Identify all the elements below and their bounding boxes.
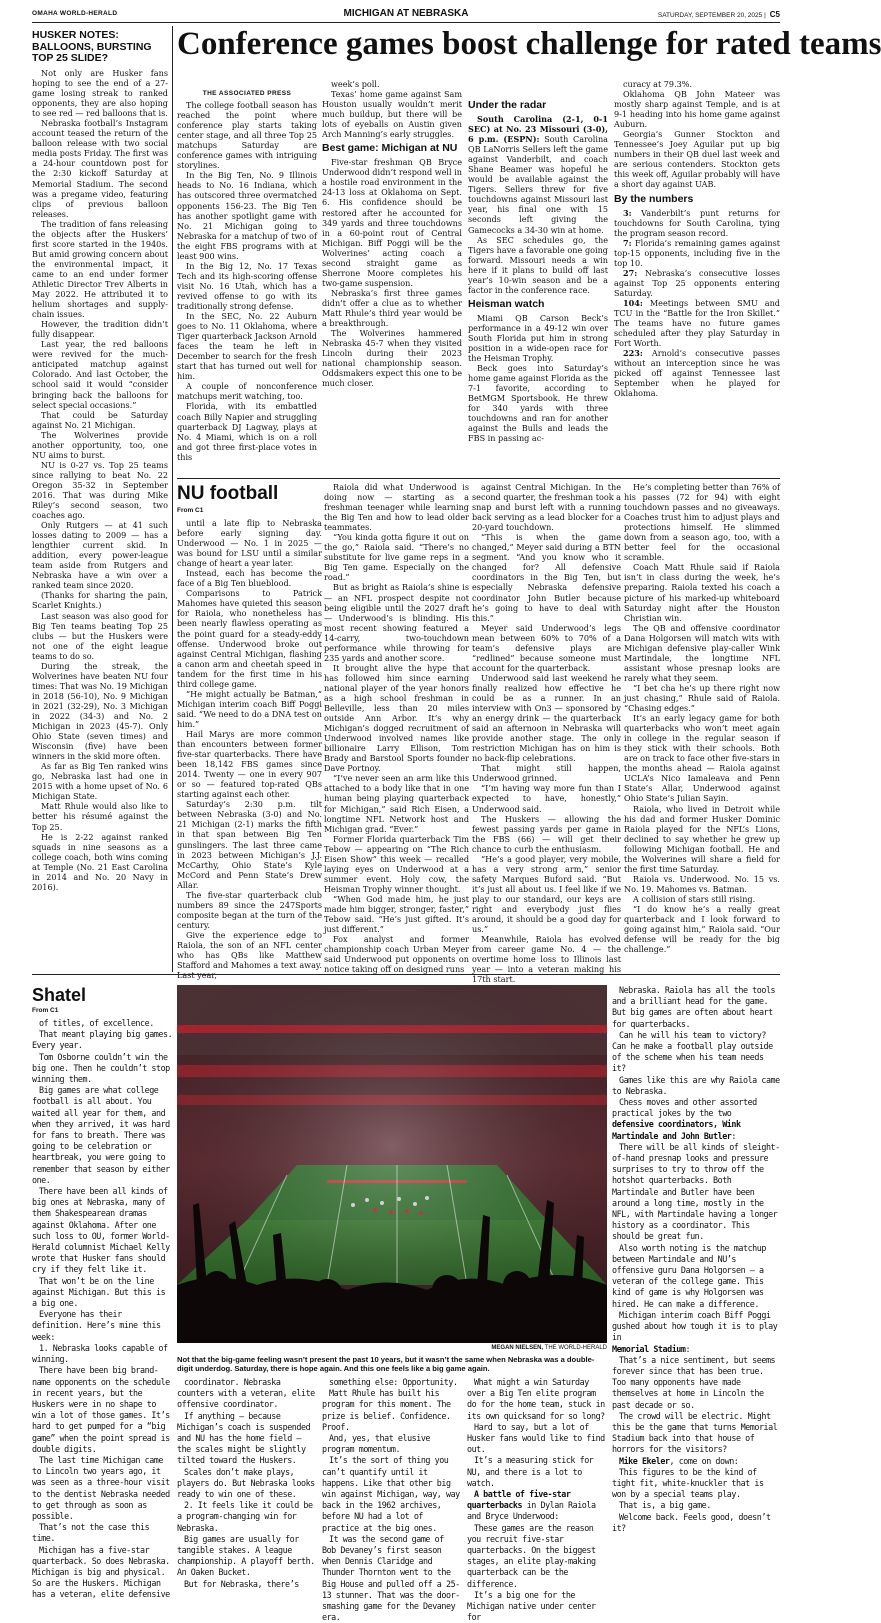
number-item — [614, 348, 780, 398]
paragraph: “When God made him, he just made him bigger, stronger, faster,” Tebow said. “He’s just gifted. It’s just different.” — [324, 893, 469, 935]
paragraph: A couple of nonconference matchups merit watching, too. — [177, 381, 317, 402]
paragraph: Five-star freshman QB Bryce Underwood didn’t respond well in a hostile road environment in the 24-13 loss at Oklahoma on Sept. 6. His confidence should be restored after he accounted for 349 yards and three touchdowns in a 60-point rout of Central Michigan. Biff Poggi will be the Wolverines’ acting coach a second straight game as Sherrone Moore completes his two-game suspension. — [322, 157, 462, 288]
paper-name: OMAHA WORLD-HERALD — [32, 10, 118, 17]
number-item — [614, 208, 780, 238]
photo-caption: Not that the big-game feeling wasn’t present the past 10 years, but it wasn’t the same when Nebraska was a double-digit underdog. Saturday, there is hope again. And this one feels like a big game again. — [177, 1355, 595, 1374]
radar-text-2: As SEC schedules go, the Tigers have a favorable one going forward. Missouri needs a win here if it plans to build off last year’s 10-win season and be a factor in the conference race. — [468, 234, 608, 295]
paragraph: Not only are Husker fans hoping to see the end of a 27-game losing streak to ranked opponents, they are also hoping to see red — red balloons that is. — [32, 68, 168, 119]
paragraph: It was the second game of Bob Devaney’s first season when Dennis Claridge and Thunder Thornton went to the Big House and pulled off a 25-13 stunner. That was the door-smashing game for the Devaney era. — [322, 1533, 460, 1623]
paragraph: The five-star quarterback club numbers 89 since the 247Sports composite began at the turn of the century. — [177, 889, 322, 930]
paragraph: That meant playing big games. Every year. — [32, 1029, 173, 1051]
shatel-head: Shatel — [32, 985, 87, 1005]
notes-column — [32, 68, 168, 968]
paragraph: It’s a measuring stick for NU, and there is a lot to watch. — [467, 1455, 594, 1488]
photo-credit — [177, 1345, 607, 1351]
paragraph: Last year, the red balloons were revived for the much-anticipated matchup against Colorado. And last October, the school said it would “consider bringing back the balloons for select special occasions.” — [32, 339, 168, 410]
paragraph: The crowd will be electric. Might this be the game that turns Memorial Stadium back into that house of horrors for the visitors? — [612, 1410, 778, 1455]
paragraph: This figures to be the kind of tight fit, white-knuckler that is won by a special teams play. — [612, 1466, 764, 1500]
paragraph: What might a win Saturday over a Big Ten elite program do for the home team, stuck in its own quicksand for so long? — [467, 1377, 605, 1421]
paragraph: Everyone has their definition. Here’s mine this week: — [32, 1309, 161, 1342]
paragraph: 2. It feels like it could be a program-changing win for Nebraska. — [177, 1500, 313, 1533]
paragraph: Last season was also good for Big Ten teams beating Top 25 clubs — but the Huskers were not one of the eight league teams to do so. — [32, 610, 168, 661]
paragraph: Welcome back. Feels good, doesn’t it? — [612, 1511, 771, 1533]
number-item — [614, 238, 780, 268]
radar-subhead: Under the radar — [468, 99, 547, 111]
column-rule — [172, 26, 173, 972]
paragraph: He is 2-22 against ranked squads in nine seasons as a college coach, both wins coming at Temple (No. 21 East Carolina in 2014 and No. 20 Navy in 2016). — [32, 831, 168, 892]
paragraph: Former Florida quarterback Tim Tebow — appearing on “The Rich Eisen Show” this week — recalled laying eyes on Underwood at a summer event. Holy cow, the Heisman Trophy winner thought. — [324, 833, 469, 894]
paragraph: But for Nebraska, there’s — [184, 1578, 299, 1589]
paragraph: However, the tradition didn’t fully disappear. — [32, 319, 168, 340]
paragraph: “He might actually be Batman,” Michigan interim coach Biff Poggi said. “We need to do a DNA test on him.” — [177, 688, 322, 729]
heisman-text: Miami QB Carson Beck’s performance in a 49-12 win over South Florida put him in strong position in a wide-open race for the Heisman Trophy. — [468, 312, 608, 364]
number-value: 223: — [623, 348, 643, 359]
paragraph: These games are the reason you recruit five-star quarterbacks. On the biggest stages, an elite play-making quarterback can be the difference. — [467, 1522, 596, 1589]
date-text: SATURDAY, SEPTEMBER 20, 2025 | — [657, 12, 766, 19]
section-rule-2 — [32, 974, 780, 975]
paragraph: Big games are usually for tangible stakes. A league championship. A playoff berth. An Oaken Bucket. — [177, 1533, 315, 1578]
stadium-photo — [177, 985, 607, 1343]
paragraph: There have been big brand-name opponents on the schedule in recent years, but the Huskers were in no shape to win a lot of those games. It’s hard to get pumped for a “big game” when the point spread is double digits. — [32, 1365, 170, 1454]
paragraph: Nebraska’s first three games didn’t offer a clue as to whether Matt Rhule’s third year would be a breakthrough. — [322, 287, 462, 329]
paragraph: The Wolverines provide another opportunity, too, one NU aims to burst. — [32, 429, 168, 460]
paragraph: As far as Big Ten ranked wins go, Nebraska last had one in 2015 with a home upset of No. 6 Michigan State. — [32, 761, 168, 802]
number-value: 3: — [623, 207, 632, 218]
paragraph: During the streak, the Wolverines have beaten NU four times: That was No. 19 Michigan in 2018 (56-10), No. 9 Michigan in 2021 (32-29), No. 3 Michigan in 2022 (34-3) and No. 2 Michigan in 2023 (45-7). Only Ohio State (seven times) and Wisconsin (five) have been winners in the skid more often. — [32, 660, 168, 762]
numbers-subhead: By the numbers — [614, 192, 694, 205]
number-value: 7: — [623, 237, 632, 248]
number-value: 27: — [623, 267, 638, 278]
paragraph: In the Big Ten, No. 9 Illinois heads to No. 16 Indiana, which has outscored three overmatched opponents 156-23. The Big Ten has another spotlight game with No. 21 Michigan going to Nebraska for a matchup of two of the eight FBS programs with at least 900 wins. — [177, 170, 317, 261]
conference-column-3 — [468, 96, 608, 474]
paragraph: curacy at 79.3%. — [623, 79, 693, 89]
paragraph: There will be all kinds of sleight-of-hand presnap looks and pressure surprises to try to throw off the hotshot quarterbacks. Both Martindale and Butler have been around a long time, mostly in the NFL, with Martindale having a longer history as a coordinator. This should be great fun. — [612, 1141, 780, 1242]
paragraph: Matt Rhule has built his program for this moment. The prize is belief. Confidence. Proof. — [322, 1388, 451, 1432]
nu-column-3 — [472, 482, 622, 985]
number-text: Nebraska’s consecutive losses against Top 25 opponents entering Saturday. — [614, 267, 780, 298]
paragraph: And, yes, that elusive program momentum. — [322, 1433, 431, 1455]
five-star-lead: A battle of five-star quarterbacks — [467, 1489, 571, 1511]
memorial-stadium-lead: Memorial Stadium — [612, 1343, 686, 1354]
paragraph: Nebraska football’s Instagram account teased the return of the balloon release with two social media posts Friday. The first was a 24-hour countdown post for the 2:30 kickoff Saturday at Memorial Stadium. The second was a pregame video, featuring clips of previous balloon releases. — [32, 118, 168, 219]
paragraph: against Central Michigan. In the second quarter, the freshman took a snap and burst left with a running back serving as a lead blocker for a 20-yard touchdown. — [472, 482, 622, 533]
paragraph: week’s poll. — [331, 79, 380, 89]
shatel-column-4 — [467, 1377, 607, 1623]
paragraph: In the SEC, No. 22 Auburn goes to No. 11 Oklahoma, where Tiger quarterback Jackson Arnold faces the team he left in December to search for the fresh start that has turned out well for him. — [177, 311, 317, 382]
paragraph: That won’t be on the line against Michigan. But this is a big one. — [32, 1275, 166, 1309]
radar-text: South Carolina QB LaNorris Sellers left the game against Vanderbilt, and coach Shane Beamer was hopeful he would be available against the Tigers. Sellers threw for five touchdowns against Missouri last year, his final one with 15 seconds left giving the Gamecocks a 34-30 win at home. — [468, 134, 608, 235]
paragraph: If anything — because Michigan’s coach is suspended and NU has the home field — the scales might be slightly tilted toward the Huskers. — [177, 1410, 311, 1466]
nu-column-1 — [177, 518, 322, 981]
paragraph: Give the experience edge to Raiola, the son of an NFL center who has QBs like Matthew Stafford and Mahomes a text away. Last year, — [177, 929, 322, 981]
paragraph: Fox analyst and former championship coach Urban Meyer said Underwood put opponents on notice taking off on designed runs — [324, 934, 469, 975]
paragraph: Can he will his team to victory? Can he make a football play outside of the scheme when his team needs it? — [612, 1029, 773, 1074]
nu-column-2 — [324, 482, 469, 975]
paragraph: Also worth noting is the matchup between Martindale and NU’s offensive guru Dana Holgorsen — a veteran of the college game. This kind of game is why Holgorsen was hired. He can make a difference. — [612, 1242, 766, 1309]
five-star-rest: in Dylan Raiola and Bryce Underwood: — [467, 1500, 596, 1522]
page-header — [32, 9, 780, 21]
paragraph: Coach Matt Rhule said if Raiola isn’t in class during the week, he’s preparing. Raiola texted his coach a picture of his marked-up whiteboard Saturday night after the Houston Christian win. — [624, 562, 780, 623]
paragraph: The college football season has reached the point where conference play starts taking center stage, and all three Top 25 matchups Saturday are conference games with intriguing storylines. — [177, 100, 317, 171]
paragraph: NU is 0-27 vs. Top 25 teams since rallying to beat No. 22 Oregon 35-32 in September 2016. That was during Mike Riley’s second season, two coaches ago. — [32, 459, 168, 521]
header-rule — [32, 22, 780, 23]
paragraph: of titles, of excellence. — [39, 1018, 154, 1028]
paragraph: “He’s a good player, very mobile, has a very strong arm,” senior safety Marques Buford said. “But it’s just all about us. I feel like if we play to our standard, our keys are right and everybody just flies around, it should be a good day for us.” — [472, 853, 621, 935]
paragraph: “I’m having way more fun than I expected to have, honestly,” Underwood said. — [472, 783, 621, 814]
number-text: Vanderbilt’s punt returns for touchdowns for South Carolina, tying the program season record. — [614, 207, 780, 238]
ekeler-rest: , come on down: — [669, 1455, 739, 1466]
paragraph: coordinator. Nebraska counters with a veteran, elite offensive coordinator. — [177, 1377, 315, 1410]
paragraph: Scales don’t make plays, players do. But Nebraska looks ready to win one of these. — [177, 1466, 315, 1500]
paragraph: It brought alive the hype that has followed him since earning national player of the year honors as a high school freshman in Belleville, less than 20 miles outside Ann Arbor. It’s why Michigan’s dogged recruitment of Underwood involved names like billionaire Larry Ellison, Tom Brady and Barstool Sports founder Dave Portnoy. — [324, 662, 469, 774]
photo-credit-name: MEGAN NIELSEN, — [491, 1345, 544, 1351]
paragraph: The tradition of fans releasing the objects after the Huskers’ first score started in the 1940s. But amid growing concern about the environmental impact, it came to an end under former Athletic Director Trev Alberts in May 2022. He attributed it to helium shortages and supply-chain issues. — [32, 218, 168, 320]
paragraph: 1. Nebraska looks capable of winning. — [32, 1342, 168, 1365]
paragraph: Meanwhile, Raiola has evolved from career game No. 4 — the overtime home loss to Illinois last year — into a veteran making his 17th start. — [472, 934, 621, 985]
conference-headline: Conference games boost challenge for rated teams — [177, 26, 881, 62]
nu-column-4 — [624, 482, 780, 970]
number-value: 104: — [623, 297, 643, 308]
paragraph: Georgia’s Gunner Stockton and Tennessee’s Joey Aguilar put up big numbers in their QB duel last week and are serious contenders. Stockton gets this week off, Aguilar probably will have a short day against UAB. — [614, 129, 780, 190]
photo-credit-org: THE WORLD-HERALD — [543, 1345, 607, 1351]
paragraph: Michigan interim coach Biff Poggi gushed about how tough it is to play in — [612, 1309, 778, 1343]
nu-football-head: NU football — [177, 483, 279, 504]
heisman-text-2: Beck goes into Saturday’s home game against Florida as the 7-1 favorite, according to BetMGM Sportsbook. He threw for 340 yards with three touchdowns and ran for another against the Bulls and leads the FBS in passing ac- — [468, 363, 608, 444]
conference-column-4 — [614, 79, 780, 474]
paragraph: But as bright as Raiola’s shine is — an NFL prospect despite not being eligible until the 2027 draft — Underwood’s is blinding. His most recent showing featured a 14-carry, two-touchdown performance while throwing for 235 yards and another score. — [324, 582, 469, 663]
paragraph: Texas’ home game against Sam Houston usually wouldn’t merit much buildup, but there will be lots of eyeballs on Austin given Arch Manning’s early struggles. — [322, 89, 462, 140]
conference-column-1 — [177, 89, 317, 474]
section-title: MICHIGAN AT NEBRASKA — [343, 8, 469, 19]
paragraph: Raiola vs. Underwood. No. 15 vs. No. 19. Mahomes vs. Batman. — [624, 873, 780, 894]
nu-from: From C1 — [177, 507, 204, 514]
paragraph: Saturday’s 2:30 p.m. tilt between Nebraska (3-0) and No. 21 Michigan (2-1) marks the fifth in that span between Big Ten gunslingers. The last three came in 2023 between Michigan’s J.J. McCarthy, Ohio State’s Kyle McCord and Penn State’s Drew Allar. — [177, 799, 322, 890]
paragraph: Oklahoma QB John Mateer was mostly sharp against Temple, and is at 9-1 heading into his home game against Auburn. — [614, 89, 780, 130]
paragraph: The Huskers — allowing the fewest passing yards per game in the FBS (66) — will get their chance to curb the enthusiasm. — [472, 813, 621, 854]
paragraph: “I do know he’s a really great quarterback and I look forward to going against him,” Raiola said. “Our defense will be ready for the big challenge.” — [624, 903, 780, 955]
page-number: C5 — [769, 10, 780, 19]
paragraph: Tom Osborne couldn’t win the big one. Then he couldn’t stop winning them. — [32, 1051, 170, 1085]
date-line — [658, 10, 780, 19]
paragraph: (Thanks for sharing the pain, Scarlet Knights.) — [32, 590, 168, 611]
paragraph: It’s the sort of thing you can’t quantify until it happens. Like that other big win against Michigan, way, way back in the 1962 archives, before NU had a lot of practice at the big ones. — [322, 1455, 460, 1533]
paragraph: That is, a big game. — [619, 1500, 711, 1511]
paragraph: Michigan has a five-star quarterback. So does Nebraska. Michigan is big and physical. So are the Huskers. Michigan has a veteran, elite defensive — [32, 1544, 170, 1600]
paragraph: That’s a nice sentiment, but seems forever since that has been true. Too many opponents have made themselves at home in Lincoln the past decade or so. — [612, 1354, 776, 1410]
paragraph: That might still happen, Underwood grinned. — [472, 763, 621, 784]
paragraph: Chess moves and other assorted practical jokes by the two — [612, 1097, 757, 1119]
paragraph: Underwood said last weekend he finally realized how effective he could be as a runner. In an interview with On3 — sponsored by an energy drink — the quarterback said an afternoon in Nebraska will provide another stage. The only restriction Michigan has on him is no back-flip celebrations. — [472, 672, 621, 764]
paragraph: It’s a big one for the Michigan native under center for — [467, 1589, 596, 1623]
paragraph: Games like this are why Raiola came to Nebraska. — [612, 1074, 780, 1096]
paragraph: The QB and offensive coordinator Dana Holgorsen will match wits with Michigan defensive play-caller Wink Martindale, the longtime NFL assistant whose presnap looks are rarely what they seem. — [624, 622, 780, 683]
stadium-photo-image — [177, 985, 607, 1343]
paragraph: He’s completing better than 76% of his passes (72 for 94) with eight touchdown passes and no giveaways. Coaches trust him to adjust plays and protections himself. He slimmed down from a season ago, too, with a better feel for the occasional scramble. — [624, 482, 780, 563]
ekeler-lead: Mike Ekeler — [619, 1455, 670, 1466]
paragraph: “This is when the game changed,” Meyer said during a BTN segment. “And you know who it changed for? All defensive coordinators in the Big Ten, but especially Nebraska defensive coordinator John Butler because he’s going to have to deal with this.” — [472, 532, 621, 623]
shatel-column-1 — [32, 1018, 174, 1600]
paragraph: That’s not the case this time. — [32, 1522, 150, 1544]
paragraph: “You kinda gotta figure it out on the go,” Raiola said. “There’s no substitute for live game reps in a Big Ten game. Especially on the road.” — [324, 532, 469, 583]
shatel-column-3 — [322, 1377, 462, 1623]
paragraph: Raiola did what Underwood is doing now — starting as a freshman teenager while learning the Big Ten and how to lead older teammates. — [324, 482, 469, 533]
paragraph: “I’ve never seen an arm like this attached to a body like that in one human being playing quarterback for Michigan,” said Rich Eisen, a longtime NFL Network host and Michigan grad. “Ever.” — [324, 773, 469, 834]
paragraph: It’s an early legacy game for both quarterbacks who won’t meet again in college in the regular season if they stick with their schools. Both are on track to face other five-stars in the months ahead — Raiola against UCLA’s Nico Iamaleava and Penn State’s Allar, Underwood against Ohio State’s Julian Sayin. — [624, 713, 780, 804]
number-text: Meetings between SMU and TCU in the “Battle for the Iron Skillet.” The teams have no future games scheduled after they play Saturday in Fort Worth. — [614, 297, 780, 349]
heisman-subhead: Heisman watch — [468, 297, 545, 310]
paragraph: There have been all kinds of big ones at Nebraska, many of them Shakespearean dramas against Oklahoma. After one such loss to OU, former World-Herald columnist Michael Kelly wrote that Husker fans should cry if they felt like it. — [32, 1186, 170, 1275]
conference-column-2 — [322, 79, 462, 474]
paragraph: Comparisons to Patrick Mahomes have quieted this season for Raiola, who nonetheless has been nearly flawless operating as the point guard for a steady-eddy offense. Underwood broke out against Central Michigan, flashing a canon arm and cheetah speed in tandem for the first time in his third college game. — [177, 588, 322, 689]
paragraph: The Wolverines hammered Nebraska 45-7 when they visited Lincoln during their 2023 national championship season. Oddsmakers expect this one to be much closer. — [322, 328, 462, 389]
paragraph: A collision of stars still rising. — [633, 893, 756, 904]
paragraph: Matt Rhule would also like to better his résumé against the Top 25. — [32, 801, 168, 832]
paragraph: Hail Marys are more common than encounters between former five-star quarterbacks. There have been 18,142 FBS games since 2014. Twenty — one in every 907 or so — featured top-rated QBs starting against each other. — [177, 728, 322, 800]
number-text: Florida’s remaining games against top-15 opponents, including five in the top 10. — [614, 237, 780, 268]
number-item — [614, 298, 780, 348]
notes-title: HUSKER NOTES: BALLOONS, BURSTING TOP 25 SLIDE? — [32, 29, 152, 64]
number-item — [614, 268, 780, 298]
paragraph: “I bet cha he’s up there right now just chasing,” Rhule said of Raiola. “Chasing edges.” — [624, 682, 780, 714]
shatel-column-2 — [177, 1377, 317, 1589]
paragraph: Big games are what college football is all about. You waited all year for them, and when they arrived, it was hard for fans to breath. There was going to be celebration or heartbreak, you were going to remember that season by either one. — [32, 1085, 170, 1185]
coordinators-lead: defensive coordinators, Wink Martindale and John Butler — [612, 1119, 741, 1141]
paragraph: Only Rutgers — at 41 such losses dating to 2009 — has a lengthier current skid. In addition, every power-league team aside from Rutgers and Nebraska have a win over a ranked team since 2020. — [32, 520, 168, 591]
paragraph: The last time Michigan came to Lincoln two years ago, it was seen as a three-hour visit to the dentist Nebraska needed to get through as soon as possible. — [32, 1454, 170, 1521]
byline: THE ASSOCIATED PRESS — [202, 90, 292, 97]
paragraph: Florida, with its embattled coach Billy Napier and struggling quarterback DJ Lagway, plays at No. 4 Miami, which is on a roll and got three first-place votes in this — [177, 401, 317, 462]
radar-lead: South Carolina (2-1, 0-1 SEC) at No. 23 Missouri (3-0), 6 p.m. (ESPN): — [468, 114, 608, 145]
paragraph: In the Big 12, No. 17 Texas Tech and its high-scoring offense visit No. 16 Utah, which has a revived offense to go with its traditionally strong defense. — [177, 260, 317, 311]
paragraph: Raiola, who lived in Detroit while his dad and former Husker Dominic Raiola played for the NFL’s Lions, declined to say whether he grew up following Michigan football. He and the Wolverines will share a field for the first time Saturday. — [624, 803, 780, 874]
paragraph: Hard to say, but a lot of Husker fans would like to find out. — [467, 1421, 605, 1455]
section-rule — [177, 478, 780, 479]
shatel-from: From C1 — [32, 1007, 59, 1014]
shatel-column-5: Nebraska. Raiola has all the tools and a brilliant head for the game. But big games are often about heart for quarterbacks. Can he will his team to victory? Can he make a football play outside of the scheme when his team needs it? Games like this are why Raiola came to Nebraska. Chess moves and other assorted practical jokes by the two defensive coordinators, Wink Martindale and John Butler: There will be all kinds of sleight-of-hand presnap looks and pressure surprises to try to throw off the hotshot quarterbacks. Both Martindale and Butler have been around a long time, mostly in the NFL, with Martindale having a longer history as a coordinator. This should be great fun. Also worth noting is the matchup between Martindale and NU’s offensive guru Dana Holgorsen — a veteran of the college game. This kind of game is why Holgorsen was hired. He can make a difference. Michigan interim coach Biff Poggi gushed about how tough it is to play in Memorial Stadium: That’s a nice sentiment, but seems forever since that has been true. Too many opponents have made themselves at home in Lincoln the past decade or so. The crowd will be electric. Might this be the game that turns Memorial Stadium back into that house of horrors for the visitors? Mike Ekeler, come on down: This figures to be the kind of tight fit, white-knuckler that is won by a special teams play. That is, a big game. Welcome back. Feels good, doesn’t it? — [612, 985, 780, 1533]
paragraph: That could be Saturday against No. 21 Michigan. — [32, 409, 168, 430]
paragraph: Meyer said Underwood’s legs mean between 60% to 70% of a team’s defensive plays are “redlined” because someone must account for the quarterback. — [472, 622, 621, 673]
paragraph: until a late flip to Nebraska before early signing day. Underwood — No. 1 in 2025 — was bound for LSU until a similar change of heart a year later. — [177, 518, 322, 569]
paragraph: Instead, each has become the face of a Big Ten blueblood. — [177, 568, 322, 589]
paragraph: something else: Opportunity. — [329, 1377, 458, 1387]
paragraph: Nebraska. Raiola has all the tools and a brilliant head for the game. But big games are often about heart for quarterbacks. — [612, 985, 776, 1029]
number-text: Arnold’s consecutive passes without an interception since he was picked off against Tennessee last September when he played for Oklahoma. — [614, 348, 780, 399]
best-game-subhead: Best game: Michigan at NU — [322, 142, 458, 155]
